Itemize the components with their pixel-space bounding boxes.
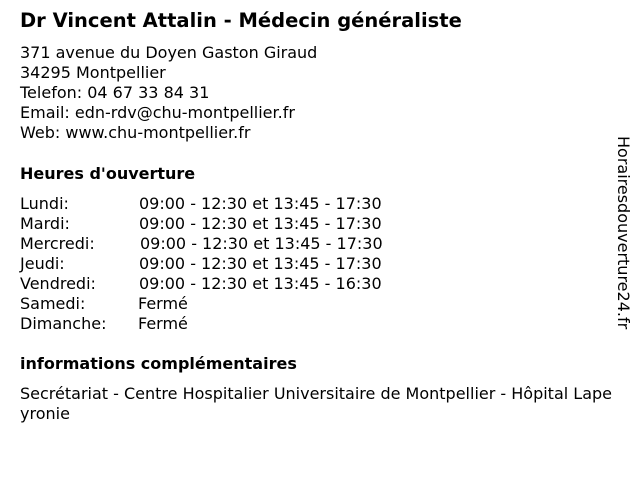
- address-block: [20, 43, 317, 143]
- opening-hours-list: [20, 194, 440, 334]
- day-label: Jeudi:: [20, 254, 65, 273]
- time-value: 09:00 - 12:30 et 13:45 - 17:30: [139, 254, 382, 273]
- day-label: Lundi:: [20, 194, 69, 213]
- day-label: Samedi:: [20, 294, 86, 313]
- watermark: [612, 136, 634, 372]
- website-address: Web: www.chu-montpellier.fr: [20, 123, 251, 142]
- hours-row-friday: [20, 274, 440, 294]
- time-value: 09:00 - 12:30 et 13:45 - 17:30: [140, 234, 383, 253]
- time-value: 09:00 - 12:30 et 13:45 - 17:30: [139, 194, 382, 213]
- day-label: Mercredi:: [20, 234, 95, 253]
- hours-row-wednesday: [20, 234, 440, 254]
- hours-row-monday: [20, 194, 440, 214]
- info-heading: informations complémentaires: [20, 354, 297, 373]
- address-street: 371 avenue du Doyen Gaston Giraud: [20, 43, 318, 62]
- hours-row-saturday: [20, 294, 440, 314]
- time-value: 09:00 - 12:30 et 13:45 - 17:30: [139, 214, 382, 233]
- day-label: Vendredi:: [20, 274, 96, 293]
- time-value: Fermé: [138, 294, 188, 313]
- day-label: Dimanche:: [20, 314, 107, 333]
- page-title: Dr Vincent Attalin - Médecin généraliste: [20, 9, 462, 32]
- hours-row-tuesday: [20, 214, 440, 234]
- time-value: Fermé: [138, 314, 188, 333]
- info-text: Secrétariat - Centre Hospitalier Universitaire de Montpellier - Hôpital Lapeyronie: [20, 384, 613, 423]
- watermark-text: Horairesdouverture24.fr: [614, 136, 633, 330]
- hours-heading: Heures d'ouverture: [20, 164, 196, 183]
- time-value: 09:00 - 12:30 et 13:45 - 16:30: [139, 274, 382, 293]
- email-address: Email: edn-rdv@chu-montpellier.fr: [20, 103, 295, 122]
- hours-row-thursday: [20, 254, 440, 274]
- phone-number: Telefon: 04 67 33 84 31: [20, 83, 210, 102]
- address-city: 34295 Montpellier: [20, 63, 166, 82]
- hours-row-sunday: [20, 314, 440, 334]
- day-label: Mardi:: [20, 214, 70, 233]
